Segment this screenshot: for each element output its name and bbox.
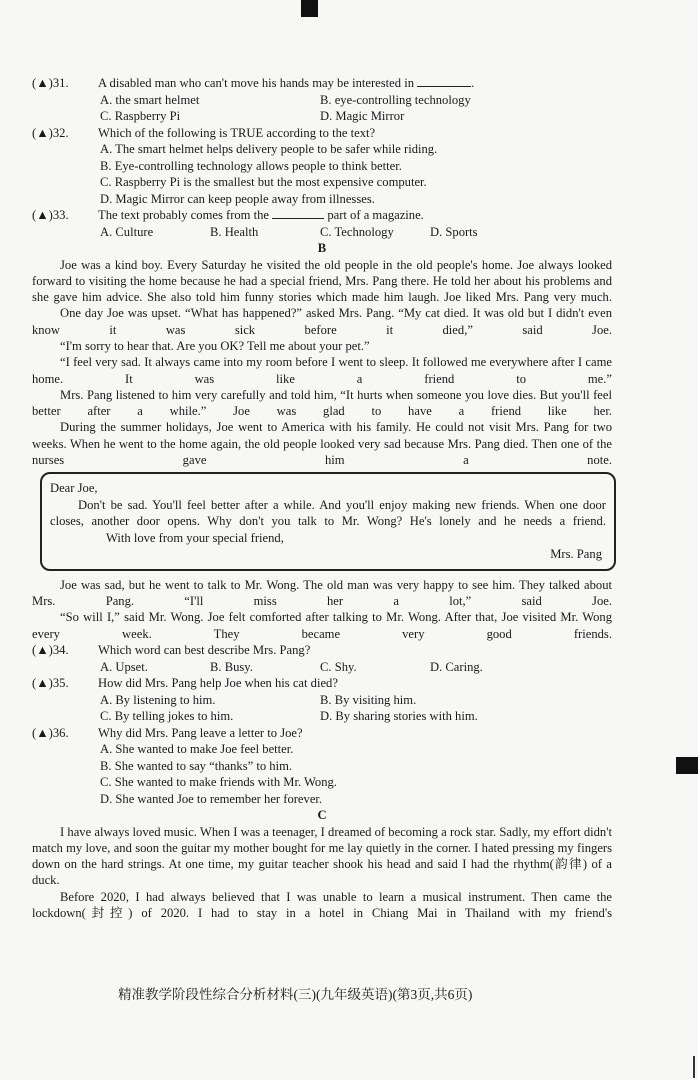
option-d: D. Magic Mirror (320, 109, 405, 123)
option-b: B. eye-controlling technology (320, 92, 471, 107)
question-32 (32, 125, 612, 142)
option-a: A. By listening to him. (100, 692, 216, 707)
answer-blank (417, 75, 471, 87)
options-row (32, 224, 612, 241)
registration-mark-right (676, 757, 698, 774)
page-footer: 精准教学阶段性综合分析材料(三)(九年级英语)(第3页,共6页) (118, 987, 473, 1002)
option-d: D. Sports (430, 224, 478, 239)
options-row (32, 741, 612, 758)
option-a: A. the smart helmet (100, 92, 200, 107)
option-c: C. Raspberry Pi is the smallest but the most expensive computer. (100, 175, 427, 189)
option-a: A. Culture (100, 224, 154, 239)
question-number: (▲)33. (32, 208, 69, 222)
letter-body: Don't be sad. You'll feel better after a while. And you'll enjoy making new friends. When one door closes, another door opens. Why don't you talk to Mr. Wong? He's lonely and he needs a friend. (50, 497, 606, 529)
question-31 (32, 75, 612, 92)
answer-blank (272, 207, 324, 219)
question-33 (32, 207, 612, 224)
crop-mark (693, 1056, 695, 1078)
question-stem: The text probably comes from the (98, 208, 270, 222)
passage-paragraph: “I'm sorry to hear that. Are you OK? Tell me about your pet.” (60, 338, 370, 353)
passage-paragraph: During the summer holidays, Joe went to America with his family. He could not visit Mrs. Pang for two weeks. When he went to the home again, the old people looked very sad because Mrs. Pang died. Then one of the nurses gave him a note. (32, 420, 612, 468)
options-row (32, 758, 612, 775)
registration-mark-top (301, 0, 318, 17)
question-number: (▲)34. (32, 643, 69, 658)
options-row (32, 141, 612, 158)
question-number: (▲)36. (32, 725, 69, 740)
passage-paragraph: Before 2020, I had always believed that I was unable to learn a musical instrument. Then came the lockdown(封控) of 2020. I had to stay in a hotel in Chiang Mai in Thailand with my friend's (32, 889, 612, 921)
stem-end: part of a magazine. (327, 208, 424, 222)
option-d: D. She wanted Joe to remember her forever. (100, 791, 323, 806)
option-b: B. Eye-controlling technology allows people to think better. (100, 158, 402, 173)
question-number: (▲)31. (32, 76, 69, 90)
passage-paragraph: Joe was sad, but he went to talk to Mr. Wong. The old man was very happy to see him. They talked about Mrs. Pang. “I'll miss her a lot,” said Joe. (32, 577, 612, 609)
letter-greeting: Dear Joe, (50, 481, 98, 496)
options-row (32, 108, 612, 125)
option-d: D. Caring. (430, 659, 483, 674)
passage-paragraph: One day Joe was upset. “What has happened?” asked Mrs. Pang. “My cat died. It was old but I didn't even know it was sick before it died,” said Joe. (32, 306, 612, 337)
option-b: B. By visiting him. (320, 692, 417, 707)
passage-paragraph: Mrs. Pang listened to him very carefully and told him, “It hurts when someone you love dies. But you'll feel better after a while.” Joe was glad to have a friend like her. (32, 387, 612, 419)
question-stem: Why did Mrs. Pang leave a letter to Joe? (98, 725, 303, 740)
option-c: C. Shy. (320, 659, 357, 674)
option-a: A. She wanted to make Joe feel better. (100, 742, 294, 757)
option-c: C. Raspberry Pi (100, 109, 181, 123)
option-d: D. Magic Mirror can keep people away from illnesses. (100, 191, 375, 206)
option-a: A. Upset. (100, 659, 148, 674)
question-number: (▲)35. (32, 676, 69, 691)
options-row (32, 659, 612, 676)
options-row (32, 774, 612, 791)
question-stem: Which of the following is TRUE according to the text? (98, 125, 376, 140)
option-d: D. By sharing stories with him. (320, 709, 478, 724)
question-stem: Which word can best describe Mrs. Pang? (98, 643, 311, 658)
option-c: C. Technology (320, 224, 394, 239)
question-stem: A disabled man who can't move his hands may be interested in (98, 76, 414, 90)
letter-closing: With love from your special friend, (106, 530, 284, 545)
letter-box (40, 472, 616, 571)
options-row (32, 191, 612, 208)
section-heading-b: B (317, 241, 327, 255)
passage-paragraph: Joe was a kind boy. Every Saturday he visited the old people in the old people's home. Joe always looked forward to visiting the home because he had a special friend, Mrs. Pang there. He told her about his problems and she gave him advice. She also told him funny stories which made him laugh. Joe liked Mrs. Pang very much. (32, 257, 612, 305)
options-row (32, 708, 612, 725)
option-a: A. The smart helmet helps delivery people to be safer while riding. (100, 142, 438, 156)
question-number: (▲)32. (32, 125, 69, 140)
option-b: B. Busy. (210, 659, 253, 674)
question-stem: How did Mrs. Pang help Joe when his cat died? (98, 676, 338, 691)
option-c: C. By telling jokes to him. (100, 709, 234, 724)
option-c: C. She wanted to make friends with Mr. Wong. (100, 775, 337, 790)
passage-paragraph: “I feel very sad. It always came into my room before I went to sleep. It followed me everywhere after I came home. It was like a friend to me.” (32, 355, 612, 386)
passage-paragraph: “So will I,” said Mr. Wong. Joe felt comforted after talking to Mr. Wong. After that, Joe visited Mr. Wong every week. They became very good friends. (32, 610, 612, 641)
options-row (32, 174, 612, 191)
options-row (32, 692, 612, 709)
options-row (32, 158, 612, 175)
option-b: B. She wanted to say “thanks” to him. (100, 758, 293, 773)
section-heading-c: C (317, 808, 327, 823)
stem-end: . (471, 76, 475, 90)
exam-page-content (32, 75, 612, 921)
question-35 (32, 675, 612, 692)
letter-signature: Mrs. Pang (550, 547, 602, 562)
options-row (32, 92, 612, 109)
question-34 (32, 642, 612, 659)
options-row (32, 791, 612, 808)
option-b: B. Health (210, 224, 259, 239)
question-36 (32, 725, 612, 742)
passage-paragraph: I have always loved music. When I was a teenager, I dreamed of becoming a rock star. Sadly, my effort didn't match my love, and soon the guitar my mother bought for me lay quietly in the corner. I hated pressing my fingers down on the hard strings. At one time, my guitar teacher shook his head and said I had the rhythm(韵律) of a duck. (32, 824, 612, 888)
